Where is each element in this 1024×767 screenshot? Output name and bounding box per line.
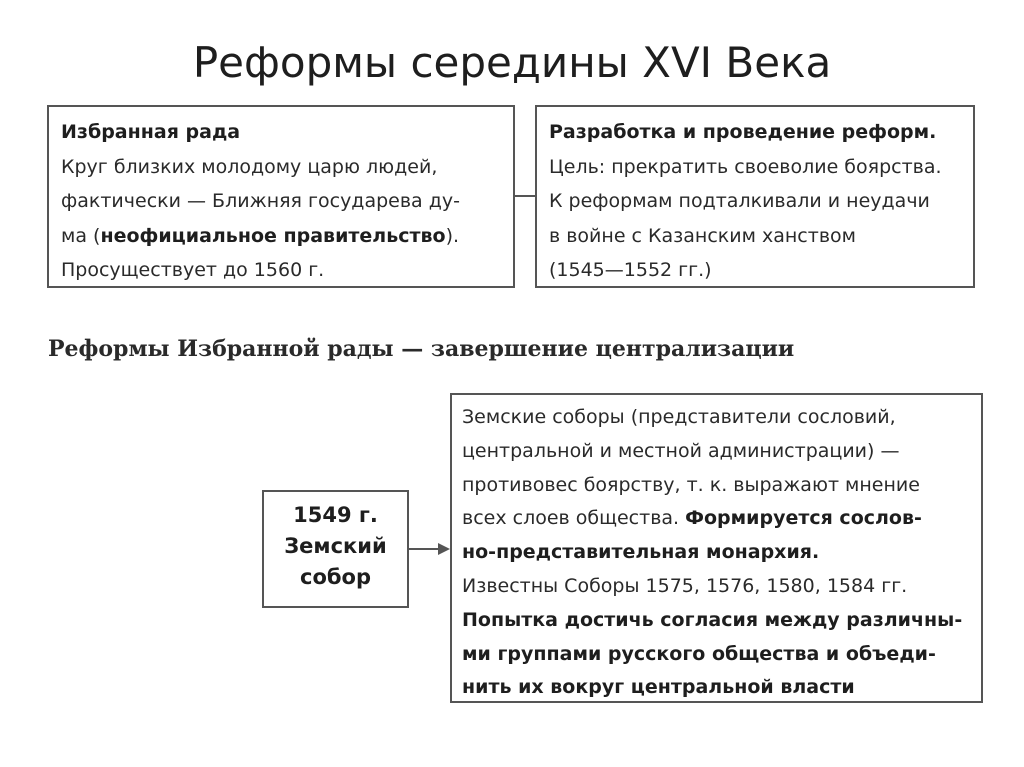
sobory-line: центральной и местной администрации) — — [462, 439, 900, 462]
reforms-heading: Разработка и проведение реформ. — [549, 121, 937, 143]
sobory-line: Земские соборы (представители сословий, — [462, 406, 896, 428]
reforms-box — [535, 105, 975, 288]
reforms-line: (1545—1552 гг.) — [549, 259, 712, 281]
year-line: собор — [300, 565, 371, 589]
sobory-line: Известны Соборы 1575, 1576, 1580, 1584 гг. — [462, 574, 908, 597]
zemsky-sobor-1549-box — [262, 490, 409, 608]
section-subheading: Реформы Избранной рады — завершение централизации — [48, 336, 795, 362]
sobory-line: Попытка достичь согласия между различны- — [462, 608, 963, 631]
sobory-line: ми группами русского общества и объеди- — [462, 642, 936, 665]
rada-line: фактически — Ближняя государева ду- — [61, 190, 460, 212]
izbrannaya-rada-box — [47, 105, 515, 288]
sobory-line: но-представительная монархия. — [462, 541, 820, 564]
sobory-line: всех слоев общества. Формируется сослов- — [462, 507, 922, 530]
rada-line: ма (неофициальное правительство). — [61, 224, 460, 247]
arrow-head — [438, 543, 450, 555]
zemskie-sobory-box — [450, 393, 983, 703]
sobory-line: противовес боярству, т. к. выражают мнение — [462, 473, 920, 496]
reforms-line: в войне с Казанским ханством — [549, 224, 856, 247]
year-line: 1549 г. — [293, 503, 378, 527]
rada-heading: Избранная рада — [61, 121, 241, 143]
page-title: Реформы середины XVI Века — [192, 38, 832, 87]
year-line: Земский — [284, 534, 387, 558]
rada-line: Круг близких молодому царю людей, — [61, 155, 438, 178]
reforms-line: К реформам подталкивали и неудачи — [549, 190, 930, 212]
reforms-line: Цель: прекратить своеволие боярства. — [549, 155, 942, 178]
sobory-line: нить их вокруг центральной власти — [462, 676, 855, 699]
rada-line: Просуществует до 1560 г. — [61, 259, 325, 281]
